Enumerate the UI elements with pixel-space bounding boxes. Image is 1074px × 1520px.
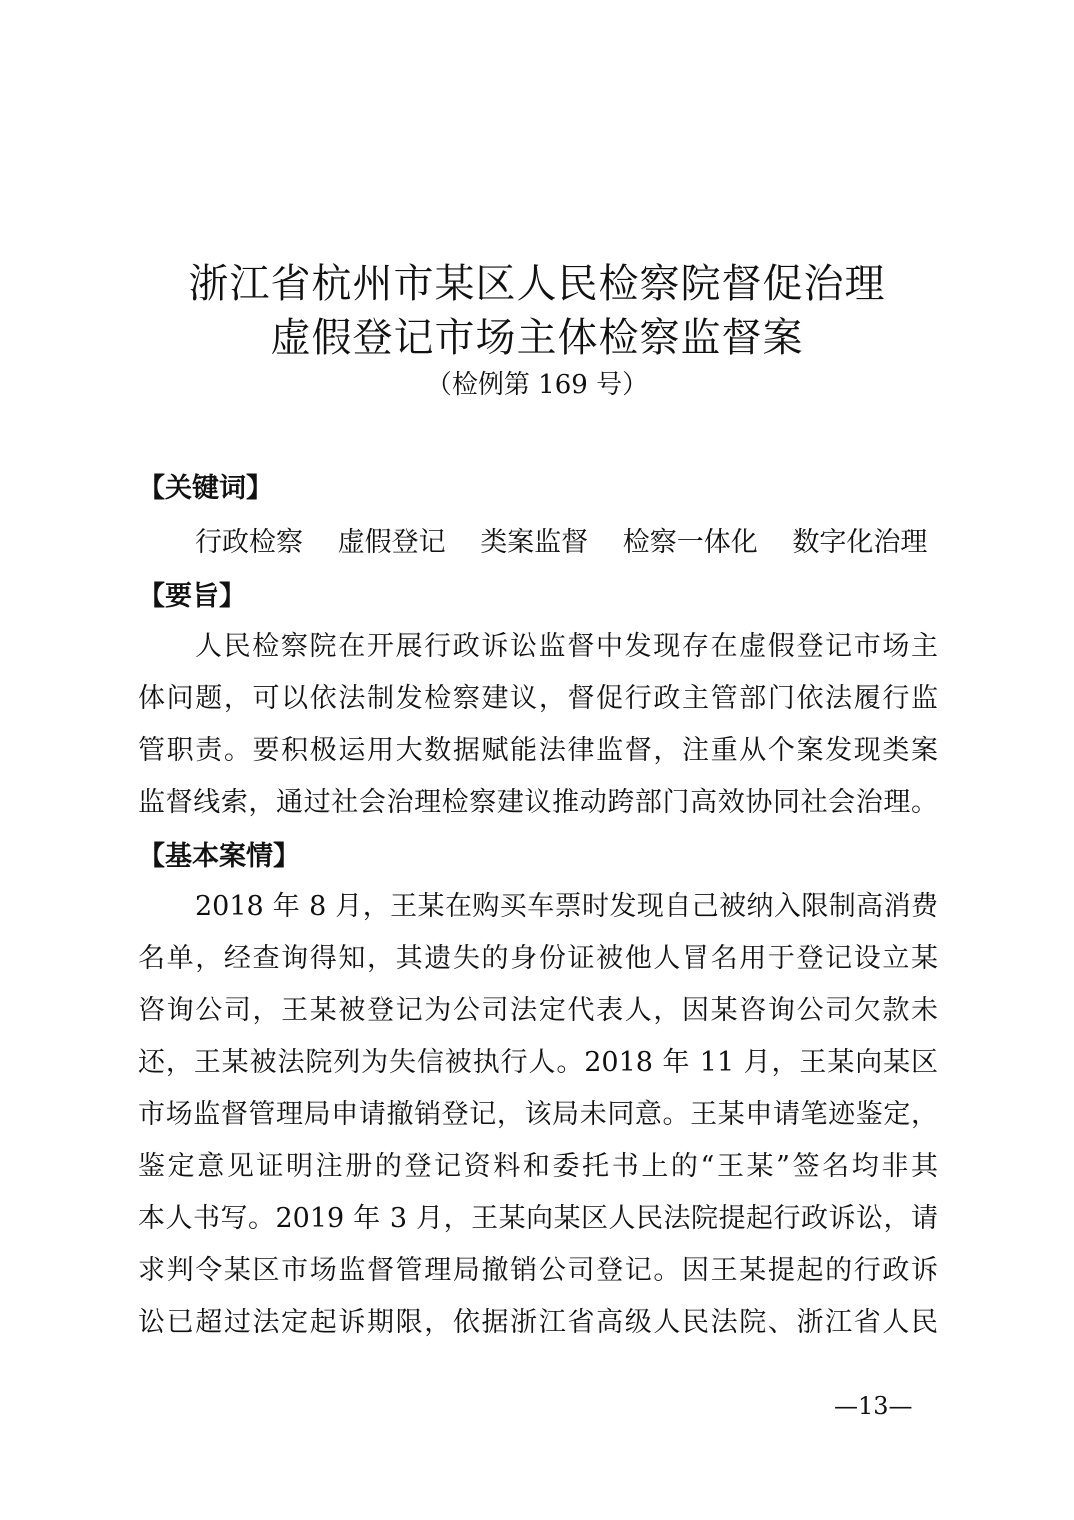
facts-line: 还，王某被法院列为失信被执行人。2018 年 11 月，王某向某区 (138, 1047, 938, 1078)
page-number: —13— (834, 1392, 913, 1420)
summary-line: 体问题，可以依法制发检察建议，督促行政主管部门依法履行监 (138, 683, 938, 714)
keywords-heading: 【关键词】 (138, 473, 273, 504)
facts-line: 求判令某区市场监督管理局撤销公司登记。因王某提起的行政诉 (138, 1255, 938, 1286)
document-title-line-2: 虚假登记市场主体检察监督案 (270, 315, 804, 361)
summary-line: 监督线索，通过社会治理检察建议推动跨部门高效协同社会治理。 (138, 787, 938, 818)
summary-line: 人民检察院在开展行政诉讼监督中发现存在虚假登记市场主 (195, 631, 938, 662)
facts-line: 咨询公司，王某被登记为公司法定代表人，因某咨询公司欠款未 (138, 995, 938, 1026)
summary-heading: 【要旨】 (138, 581, 246, 612)
keywords-list (195, 520, 953, 559)
facts-line: 市场监督管理局申请撤销登记，该局未同意。王某申请笔迹鉴定， (138, 1099, 938, 1130)
keyword: 检察一体化 (622, 527, 758, 558)
facts-line: 本人书写。2019 年 3 月，王某向某区人民法院提起行政诉讼，请 (138, 1203, 938, 1234)
summary-line: 管职责。要积极运用大数据赋能法律监督，注重从个案发现类案 (138, 735, 938, 766)
document-title-line-1: 浙江省杭州市某区人民检察院督促治理 (188, 261, 886, 307)
case-number-subtitle: （检例第 169 号） (425, 370, 649, 400)
facts-line: 2018 年 8 月，王某在购买车票时发现自己被纳入限制高消费 (195, 891, 938, 922)
keyword: 虚假登记 (337, 527, 446, 558)
keyword: 行政检察 (195, 527, 303, 558)
facts-heading: 【基本案情】 (138, 841, 300, 872)
facts-line: 名单，经查询得知，其遗失的身份证被他人冒名用于登记设立某 (138, 943, 938, 974)
keyword: 数字化治理 (792, 527, 928, 558)
facts-line: 鉴定意见证明注册的登记资料和委托书上的“王某”签名均非其 (138, 1151, 938, 1182)
keyword: 类案监督 (480, 527, 589, 558)
facts-line: 讼已超过法定起诉期限，依据浙江省高级人民法院、浙江省人民 (138, 1307, 938, 1338)
